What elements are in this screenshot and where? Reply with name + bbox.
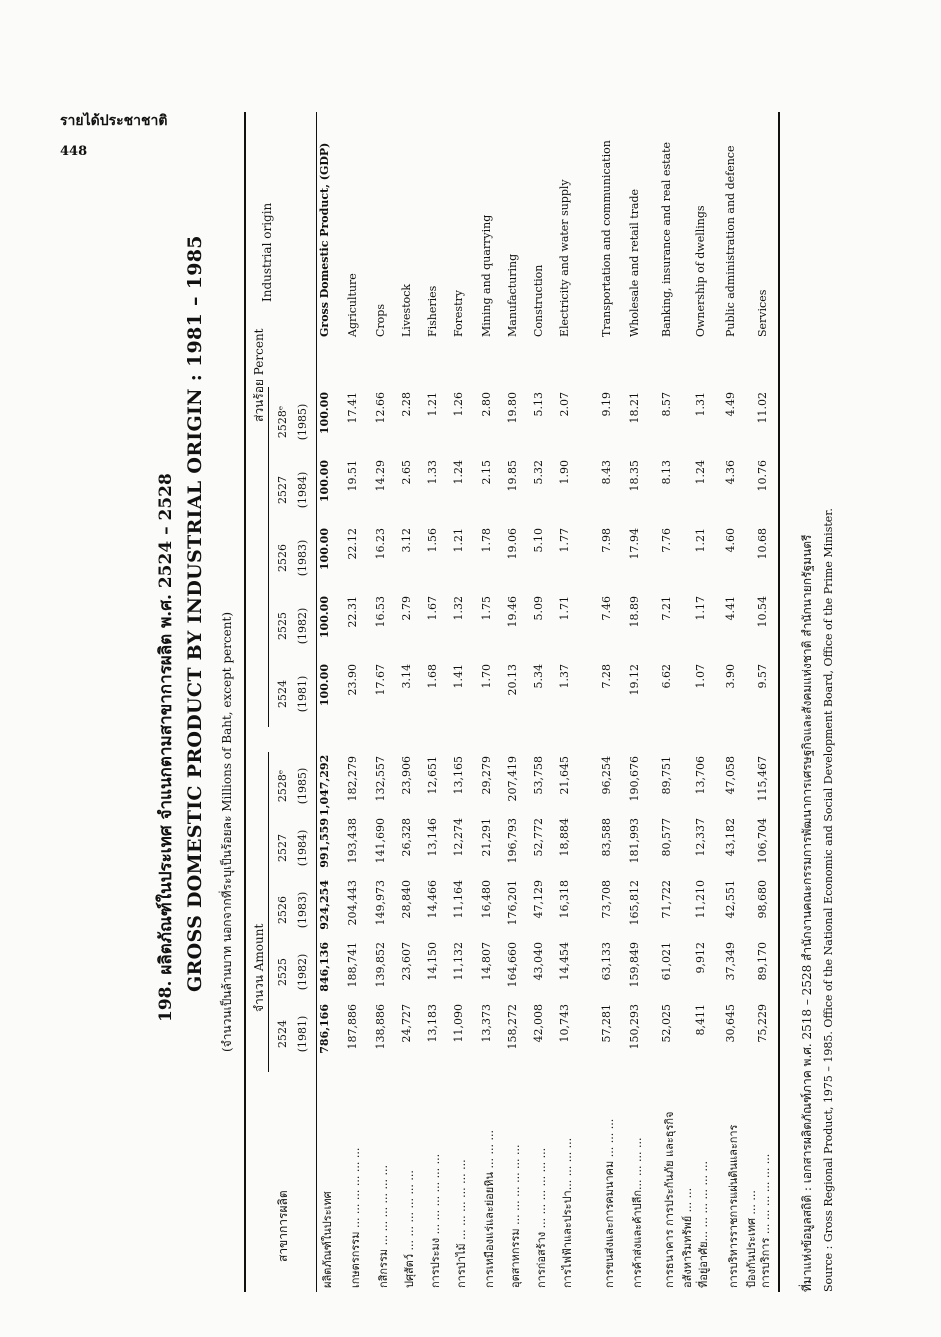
row-label-english: Wholesale and retail trade xyxy=(628,188,641,337)
year-header-th: 2526 xyxy=(276,544,289,572)
table-cell: 10.54 xyxy=(756,596,769,628)
row-label-english: Gross Domestic Product, (GDP) xyxy=(318,142,331,337)
table-cell: 3.12 xyxy=(400,528,413,553)
row-label-thai: การก่อสร้าง ... ... ... ... ... ... xyxy=(535,1147,548,1288)
table-cell: 181,993 xyxy=(628,818,641,864)
table-cell: 924,254 xyxy=(318,880,331,930)
table-cell: 10.76 xyxy=(756,460,769,492)
table-cell: 7.76 xyxy=(660,528,673,553)
year-header-th: 2524 xyxy=(276,680,289,708)
table-cell: 193,438 xyxy=(346,818,359,864)
table-cell: 28,840 xyxy=(400,880,413,919)
page-number: 448 xyxy=(60,144,88,159)
table-top-rule xyxy=(244,112,246,1292)
row-label-thai: การบริหารราชการแผ่นดินและการป้องกันประเทศ ... ... xyxy=(727,1124,758,1288)
table-cell: 4.36 xyxy=(724,460,737,485)
year-header-ad: (1985) xyxy=(296,767,309,805)
year-header-th: 2525 xyxy=(276,958,289,986)
table-cell: 12.66 xyxy=(374,392,387,424)
table-cell: 1.21 xyxy=(694,528,707,553)
row-label-english: Ownership of dwellings xyxy=(694,205,707,337)
year-header-ad: (1983) xyxy=(296,539,309,577)
table-cell: 3.14 xyxy=(400,664,413,689)
table-cell: 18.89 xyxy=(628,596,641,628)
table-cell: 80,577 xyxy=(660,818,673,857)
table-cell: 5.32 xyxy=(532,460,545,485)
row-label-thai: เกษตรกรรม ... ... ... ... ... ... xyxy=(349,1147,362,1288)
row-label-english: Construction xyxy=(532,264,545,337)
table-cell: 26,328 xyxy=(400,818,413,857)
thai-column-header: สาขาการผลิต xyxy=(276,1190,290,1262)
table-cell: 846,136 xyxy=(318,942,331,992)
table-cell: 1.17 xyxy=(694,596,707,621)
table-cell: 2.28 xyxy=(400,392,413,417)
table-cell: 96,254 xyxy=(600,756,613,795)
table-cell: 204,443 xyxy=(346,880,359,926)
row-label-english: Crops xyxy=(374,304,387,337)
year-header-th: 2524 xyxy=(276,1020,289,1048)
table-cell: 100.00 xyxy=(318,664,331,707)
table-cell: 16,480 xyxy=(480,880,493,919)
table-cell: 12,651 xyxy=(426,756,439,795)
table-cell: 13,146 xyxy=(426,818,439,857)
table-cell: 13,373 xyxy=(480,1004,493,1043)
unit-note: (จำนวนเป็นล้านบาท นอกจากที่ระบุเป็นร้อยละ Millions of Baht, except percent) xyxy=(220,611,234,1052)
table-cell: 1.71 xyxy=(558,596,571,621)
table-cell: 207,419 xyxy=(506,756,519,802)
table-cell: 1.78 xyxy=(480,528,493,553)
table-cell: 43,182 xyxy=(724,818,737,857)
year-header-ad: (1984) xyxy=(296,829,309,867)
row-label-english: Manufacturing xyxy=(506,253,519,337)
table-cell: 57,281 xyxy=(600,1004,613,1043)
table-cell: 187,886 xyxy=(346,1004,359,1050)
table-title-thai: 198. ผลิตภัณฑ์ในประเทศ จำแนกตามสาขาการผลิต พ.ศ. 2524 – 2528 xyxy=(156,473,176,1022)
table-cell: 1.21 xyxy=(452,528,465,553)
table-cell: 8.57 xyxy=(660,392,673,417)
table-row xyxy=(506,112,530,1292)
table-cell: 14,150 xyxy=(426,942,439,981)
year-header-th: 2528ᵉ xyxy=(276,769,289,803)
row-label-thai: ผลิตภัณฑ์ในประเทศ xyxy=(321,1191,334,1288)
table-cell: 29,279 xyxy=(480,756,493,795)
table-cell: 71,722 xyxy=(660,880,673,919)
table-row xyxy=(532,112,556,1292)
table-cell: 14,807 xyxy=(480,942,493,981)
table-cell: 19.12 xyxy=(628,664,641,696)
year-header-th: 2526 xyxy=(276,896,289,924)
table-cell: 16,318 xyxy=(558,880,571,919)
row-label-english: Electricity and water supply xyxy=(558,179,571,337)
year-header-th: 2528ᵉ xyxy=(276,405,289,439)
table-row xyxy=(660,112,694,1292)
table-cell: 14,466 xyxy=(426,880,439,919)
table-cell: 30,645 xyxy=(724,1004,737,1043)
row-label-thai: ที่อยู่อาศัย... ... ... ... ... ... xyxy=(697,1161,710,1288)
table-cell: 43,040 xyxy=(532,942,545,981)
table-cell: 22.31 xyxy=(346,596,359,628)
table-cell: 182,279 xyxy=(346,756,359,802)
table-row xyxy=(558,112,582,1292)
table-cell: 16.23 xyxy=(374,528,387,560)
percent-header: ส่วนร้อย Percent xyxy=(252,328,266,422)
row-label-thai: การค้าส่งและค้าปลีก... ... ... ... xyxy=(631,1137,644,1288)
table-cell: 190,676 xyxy=(628,756,641,802)
table-cell: 13,183 xyxy=(426,1004,439,1043)
table-cell: 42,008 xyxy=(532,1004,545,1043)
table-cell: 2.15 xyxy=(480,460,493,485)
table-cell: 1.31 xyxy=(694,392,707,417)
table-cell: 1.77 xyxy=(558,528,571,553)
table-cell: 1.33 xyxy=(426,460,439,485)
row-label-thai: การป่าไม้ ... ... ... ... ... ... xyxy=(455,1159,468,1288)
table-cell: 164,660 xyxy=(506,942,519,988)
table-cell: 1.70 xyxy=(480,664,493,689)
table-row xyxy=(756,112,780,1292)
table-cell: 165,812 xyxy=(628,880,641,926)
table-cell: 17.67 xyxy=(374,664,387,696)
table-cell: 16.53 xyxy=(374,596,387,628)
table-cell: 1.90 xyxy=(558,460,571,485)
table-cell: 9.19 xyxy=(600,392,613,417)
table-cell: 1.24 xyxy=(452,460,465,485)
row-label-thai: ปศุสัตว์ ... ... ... ... ... ... xyxy=(403,1170,416,1288)
rotated-table-page xyxy=(148,112,838,1292)
row-label-english: Agriculture xyxy=(346,273,359,337)
table-row xyxy=(724,112,758,1292)
table-cell: 7.21 xyxy=(660,596,673,621)
row-label-thai: กสิกรรม ... ... ... ... ... ... xyxy=(377,1164,390,1288)
table-row xyxy=(426,112,450,1292)
table-cell: 786,166 xyxy=(318,1004,331,1054)
table-cell: 8.13 xyxy=(660,460,673,485)
table-cell: 196,793 xyxy=(506,818,519,864)
row-label-thai: อุตสาหกรรม ... ... ... ... ... ... xyxy=(509,1144,522,1288)
year-header-ad: (1985) xyxy=(296,403,309,441)
table-cell: 12,274 xyxy=(452,818,465,857)
table-cell: 47,058 xyxy=(724,756,737,795)
table-cell: 11,210 xyxy=(694,880,707,919)
table-cell: 19.46 xyxy=(506,596,519,628)
table-cell: 19.80 xyxy=(506,392,519,424)
table-cell: 1.37 xyxy=(558,664,571,689)
table-cell: 23,906 xyxy=(400,756,413,795)
row-label-thai: การธนาคาร การประกันภัย และธุรกิจอสังหาริมทรัพย์ ... ... xyxy=(663,1111,694,1288)
table-row xyxy=(480,112,504,1292)
table-cell: 132,557 xyxy=(374,756,387,802)
table-row xyxy=(694,112,718,1292)
table-cell: 100.00 xyxy=(318,528,331,571)
year-header-ad: (1982) xyxy=(296,607,309,645)
table-cell: 13,165 xyxy=(452,756,465,795)
table-cell: 7.28 xyxy=(600,664,613,689)
table-cell: 19.51 xyxy=(346,460,359,492)
table-cell: 5.10 xyxy=(532,528,545,553)
table-row xyxy=(346,112,370,1292)
table-cell: 4.41 xyxy=(724,596,737,621)
table-cell: 63,133 xyxy=(600,942,613,981)
table-cell: 1.07 xyxy=(694,664,707,689)
table-cell: 89,170 xyxy=(756,942,769,981)
table-cell: 5.09 xyxy=(532,596,545,621)
year-header-ad: (1982) xyxy=(296,953,309,991)
table-cell: 75,229 xyxy=(756,1004,769,1043)
table-cell: 18.21 xyxy=(628,392,641,424)
table-title-english: GROSS DOMESTIC PRODUCT BY INDUSTRIAL ORIGIN : 1981 – 1985 xyxy=(184,235,206,992)
year-header-ad: (1981) xyxy=(296,1015,309,1053)
table-cell: 23,607 xyxy=(400,942,413,981)
table-cell: 176,201 xyxy=(506,880,519,926)
table-cell: 18,884 xyxy=(558,818,571,857)
table-cell: 8.43 xyxy=(600,460,613,485)
table-cell: 2.79 xyxy=(400,596,413,621)
table-cell: 18.35 xyxy=(628,460,641,492)
table-cell: 52,025 xyxy=(660,1004,673,1043)
table-cell: 3.90 xyxy=(724,664,737,689)
table-cell: 2.65 xyxy=(400,460,413,485)
table-cell: 159,849 xyxy=(628,942,641,988)
table-cell: 100.00 xyxy=(318,596,331,639)
table-cell: 158,272 xyxy=(506,1004,519,1050)
year-header-ad: (1984) xyxy=(296,471,309,509)
table-cell: 11,132 xyxy=(452,942,465,981)
table-row xyxy=(400,112,424,1292)
table-cell: 22.12 xyxy=(346,528,359,560)
row-label-english: Mining and quarrying xyxy=(480,214,493,337)
year-header-th: 2527 xyxy=(276,476,289,504)
table-cell: 53,758 xyxy=(532,756,545,795)
table-cell: 21,291 xyxy=(480,818,493,857)
table-cell: 1.75 xyxy=(480,596,493,621)
table-cell: 2.07 xyxy=(558,392,571,417)
table-cell: 12,337 xyxy=(694,818,707,857)
header-rule xyxy=(316,112,317,1292)
row-label-english: Fisheries xyxy=(426,285,439,337)
table-cell: 138,886 xyxy=(374,1004,387,1050)
table-cell: 4.60 xyxy=(724,528,737,553)
english-column-header: Industrial origin xyxy=(260,202,274,302)
table-cell: 5.34 xyxy=(532,664,545,689)
row-label-english: Livestock xyxy=(400,283,413,337)
source-english: Source : Gross Regional Product, 1975 – 1985. Office of the National Economic and Social Development Board, Office of the Prime Minister. xyxy=(822,508,835,1292)
table-cell: 149,973 xyxy=(374,880,387,926)
table-row xyxy=(318,112,342,1292)
table-cell: 991,559 xyxy=(318,818,331,868)
table-cell: 17.94 xyxy=(628,528,641,560)
table-cell: 61,021 xyxy=(660,942,673,981)
table-cell: 89,751 xyxy=(660,756,673,795)
table-cell: 1.26 xyxy=(452,392,465,417)
table-cell: 7.98 xyxy=(600,528,613,553)
table-cell: 73,708 xyxy=(600,880,613,919)
source-thai: ที่มาแห่งข้อมูลสถิติ : เอกสารผลิตภัณฑ์ภาค พ.ศ. 2518 – 2528 สำนักงานคณะกรรมการพัฒนาการเศรษฐกิจและสังคมแห่งชาติ สำนักนายกรัฐมนตรี xyxy=(800,534,814,1292)
table-cell: 1.41 xyxy=(452,664,465,689)
table-cell: 139,852 xyxy=(374,942,387,988)
table-cell: 47,129 xyxy=(532,880,545,919)
table-cell: 115,467 xyxy=(756,756,769,802)
section-title: รายได้ประชาชาติ xyxy=(60,113,168,129)
table-cell: 1.56 xyxy=(426,528,439,553)
table-row xyxy=(374,112,398,1292)
table-cell: 19.85 xyxy=(506,460,519,492)
table-cell: 2.80 xyxy=(480,392,493,417)
table-cell: 188,741 xyxy=(346,942,359,988)
table-cell: 8,411 xyxy=(694,1004,707,1036)
table-cell: 21,645 xyxy=(558,756,571,795)
year-header-th: 2525 xyxy=(276,612,289,640)
table-cell: 1,047,292 xyxy=(318,754,331,816)
table-cell: 20.13 xyxy=(506,664,519,696)
table-cell: 100.00 xyxy=(318,460,331,503)
row-label-english: Transportation and communication xyxy=(600,140,613,337)
row-label-thai: การประมง ... ... ... ... ... ... xyxy=(429,1153,442,1288)
table-cell: 9.57 xyxy=(756,664,769,689)
table-cell: 141,690 xyxy=(374,818,387,864)
table-cell: 106,704 xyxy=(756,818,769,864)
percent-underline xyxy=(268,387,269,727)
table-cell: 9,912 xyxy=(694,942,707,974)
table-cell: 37,349 xyxy=(724,942,737,981)
year-header-ad: (1981) xyxy=(296,675,309,713)
row-label-english: Banking, insurance and real estate xyxy=(660,141,673,337)
table-cell: 150,293 xyxy=(628,1004,641,1050)
table-row xyxy=(452,112,476,1292)
row-label-thai: การเหมืองแร่และย่อยหิน ... ... ... xyxy=(483,1130,496,1288)
row-label-english: Services xyxy=(756,289,769,337)
row-label-thai: การไฟฟ้าและประปา... ... ... ... xyxy=(561,1137,574,1288)
table-cell: 11.02 xyxy=(756,392,769,424)
table-cell: 13,706 xyxy=(694,756,707,795)
row-label-thai: การขนส่งและการคมนาคม ... ... ... xyxy=(603,1118,616,1288)
row-label-english: Public administration and defence xyxy=(724,145,737,337)
amount-header: จำนวน Amount xyxy=(252,923,266,1012)
table-cell: 52,772 xyxy=(532,818,545,857)
table-cell: 11,090 xyxy=(452,1004,465,1043)
table-bottom-rule xyxy=(778,112,780,1292)
table-cell: 42,551 xyxy=(724,880,737,919)
table-cell: 24,727 xyxy=(400,1004,413,1043)
table-cell: 4.49 xyxy=(724,392,737,417)
row-label-english: Forestry xyxy=(452,290,465,337)
table-row xyxy=(600,112,624,1292)
table-cell: 1.24 xyxy=(694,460,707,485)
table-cell: 1.21 xyxy=(426,392,439,417)
table-cell: 23.90 xyxy=(346,664,359,696)
amount-underline xyxy=(268,752,269,1072)
table-cell: 6.62 xyxy=(660,664,673,689)
table-cell: 83,588 xyxy=(600,818,613,857)
table-cell: 7.46 xyxy=(600,596,613,621)
table-cell: 11,164 xyxy=(452,880,465,919)
table-cell: 1.32 xyxy=(452,596,465,621)
table-cell: 98,680 xyxy=(756,880,769,919)
year-header-ad: (1983) xyxy=(296,891,309,929)
table-cell: 100.00 xyxy=(318,392,331,435)
table-cell: 10,743 xyxy=(558,1004,571,1043)
row-label-thai: การบริการ ... ... ... ... ... ... xyxy=(759,1153,772,1288)
year-header-th: 2527 xyxy=(276,834,289,862)
table-cell: 19.06 xyxy=(506,528,519,560)
table-cell: 10.68 xyxy=(756,528,769,560)
table-row xyxy=(628,112,652,1292)
table-cell: 14.29 xyxy=(374,460,387,492)
table-cell: 17.41 xyxy=(346,392,359,424)
table-cell: 5.13 xyxy=(532,392,545,417)
table-cell: 1.68 xyxy=(426,664,439,689)
table-cell: 14,454 xyxy=(558,942,571,981)
table-cell: 1.67 xyxy=(426,596,439,621)
